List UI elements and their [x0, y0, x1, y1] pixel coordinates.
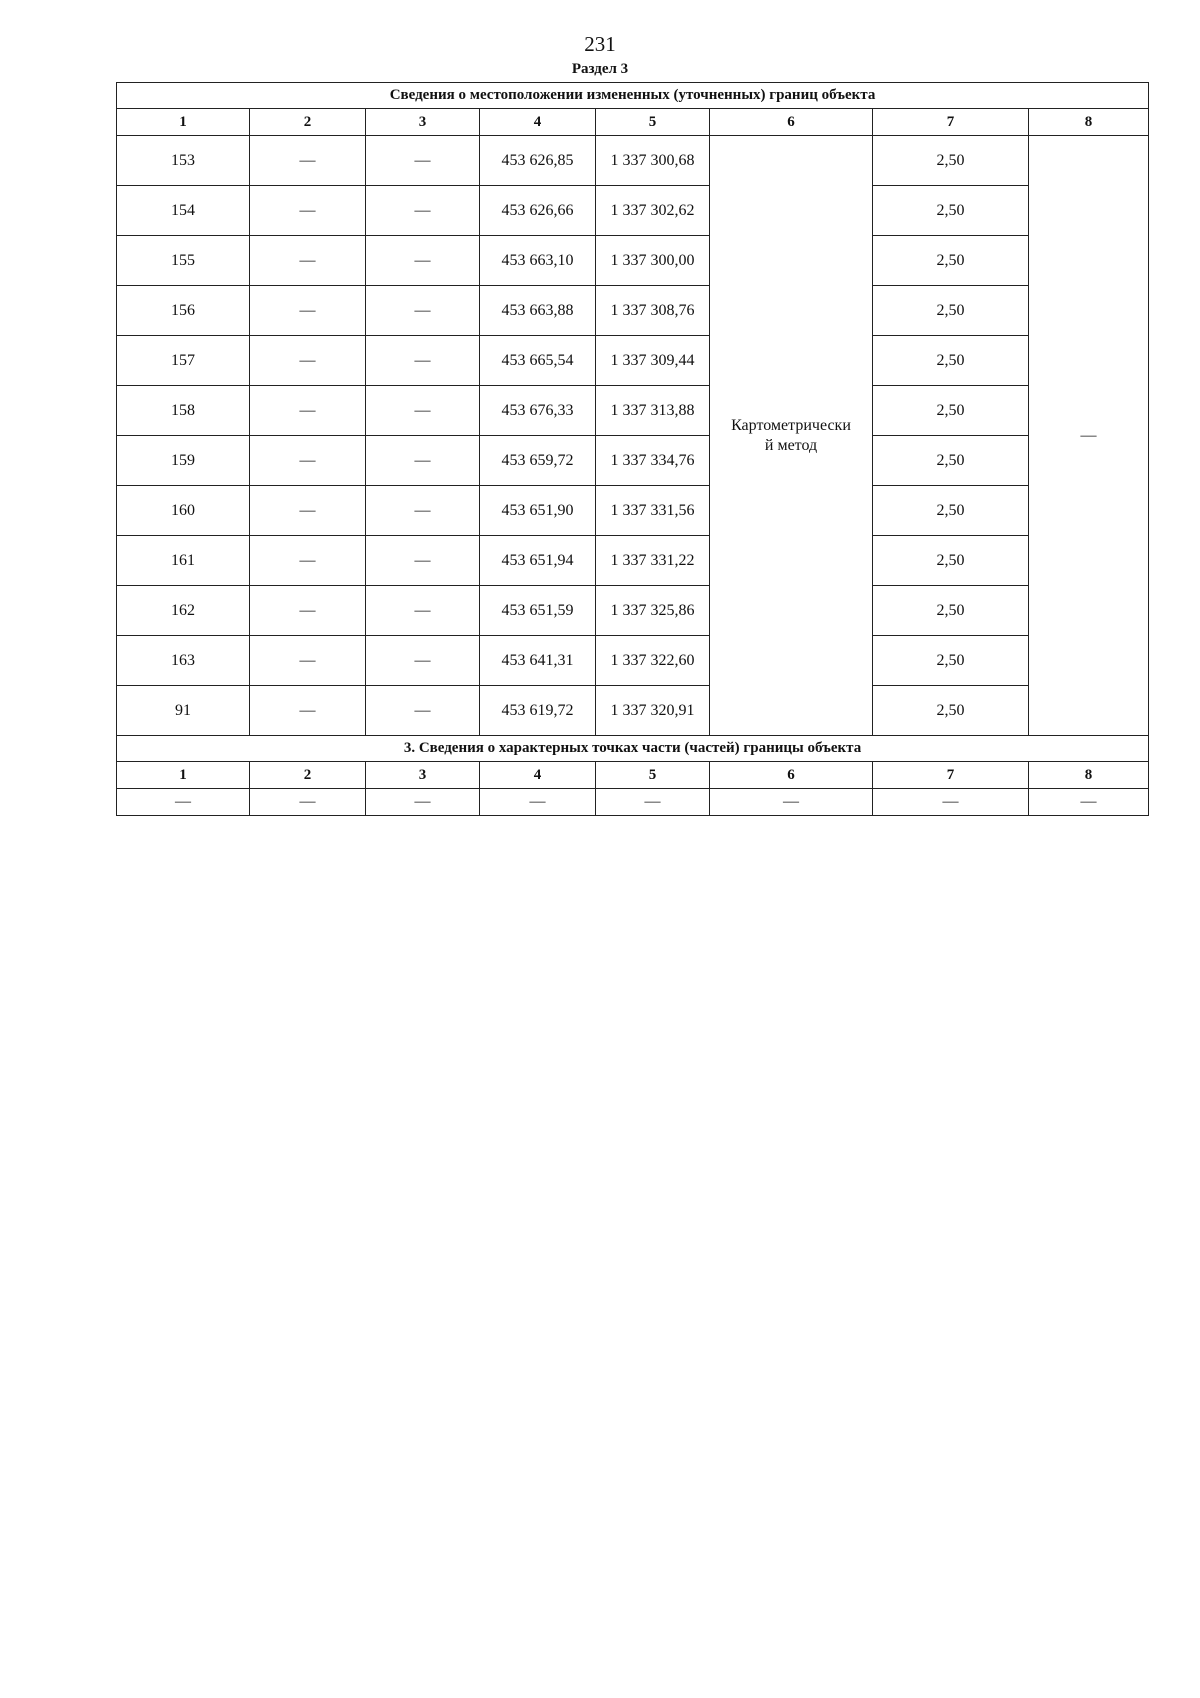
col2-cell: — [250, 286, 366, 336]
table1-header-cell: 5 [596, 109, 710, 136]
y-coordinate-cell: 1 337 322,60 [596, 636, 710, 686]
empty-cell: — [873, 789, 1029, 816]
empty-cell: — [117, 789, 250, 816]
table1-header-cell: 3 [366, 109, 480, 136]
section-title: Раздел 3 [571, 61, 629, 77]
table-row [117, 336, 1149, 386]
x-coordinate-cell: 453 651,59 [480, 586, 596, 636]
y-coordinate-cell: 1 337 300,68 [596, 136, 710, 186]
table-row [117, 286, 1149, 336]
col2-cell: — [250, 136, 366, 186]
table-row [117, 186, 1149, 236]
empty-cell: — [596, 789, 710, 816]
table1-header-cell: 1 [117, 109, 250, 136]
col2-cell: — [250, 486, 366, 536]
col2-cell: — [250, 186, 366, 236]
y-coordinate-cell: 1 337 320,91 [596, 686, 710, 736]
col2-cell: — [250, 336, 366, 386]
table2-header-cell: 5 [596, 762, 710, 789]
empty-cell: — [250, 789, 366, 816]
col3-cell: — [366, 636, 480, 686]
accuracy-cell: 2,50 [873, 536, 1029, 586]
point-number-cell: 160 [117, 486, 250, 536]
table2-header-cell: 4 [480, 762, 596, 789]
col3-cell: — [366, 136, 480, 186]
accuracy-cell: 2,50 [873, 436, 1029, 486]
col2-cell: — [250, 636, 366, 686]
point-number-cell: 161 [117, 536, 250, 586]
table2-header-cell: 7 [873, 762, 1029, 789]
col3-cell: — [366, 186, 480, 236]
col3-cell: — [366, 436, 480, 486]
table2-header-row [117, 762, 1149, 789]
page-number: 231 [584, 32, 616, 56]
x-coordinate-cell: 453 619,72 [480, 686, 596, 736]
x-coordinate-cell: 453 676,33 [480, 386, 596, 436]
table2-header-cell: 2 [250, 762, 366, 789]
y-coordinate-cell: 1 337 334,76 [596, 436, 710, 486]
x-coordinate-cell: 453 626,85 [480, 136, 596, 186]
col3-cell: — [366, 286, 480, 336]
point-number-cell: 155 [117, 236, 250, 286]
x-coordinate-cell: 453 659,72 [480, 436, 596, 486]
col3-cell: — [366, 686, 480, 736]
x-coordinate-cell: 453 641,31 [480, 636, 596, 686]
method-text: Картометрически й метод [731, 416, 851, 454]
point-number-cell: 91 [117, 686, 250, 736]
col3-cell: — [366, 386, 480, 436]
y-coordinate-cell: 1 337 302,62 [596, 186, 710, 236]
table1-header-cell: 4 [480, 109, 596, 136]
x-coordinate-cell: 453 626,66 [480, 186, 596, 236]
x-coordinate-cell: 453 651,90 [480, 486, 596, 536]
col8-cell: — [1029, 136, 1149, 736]
accuracy-cell: 2,50 [873, 286, 1029, 336]
method-cell [710, 136, 873, 736]
table1-header-row [117, 109, 1149, 136]
point-number-cell: 158 [117, 386, 250, 436]
point-number-cell: 162 [117, 586, 250, 636]
table-row [117, 586, 1149, 636]
accuracy-cell: 2,50 [873, 186, 1029, 236]
col2-cell: — [250, 436, 366, 486]
point-number-cell: 156 [117, 286, 250, 336]
y-coordinate-cell: 1 337 300,00 [596, 236, 710, 286]
y-coordinate-cell: 1 337 331,56 [596, 486, 710, 536]
accuracy-cell: 2,50 [873, 386, 1029, 436]
table-row [117, 136, 1149, 186]
accuracy-cell: 2,50 [873, 636, 1029, 686]
point-number-cell: 159 [117, 436, 250, 486]
table-row [117, 436, 1149, 486]
table1-header-cell: 8 [1029, 109, 1149, 136]
table2-caption: 3. Сведения о характерных точках части (частей) границы объекта [117, 736, 1149, 762]
x-coordinate-cell: 453 663,10 [480, 236, 596, 286]
table2-header-cell: 1 [117, 762, 250, 789]
y-coordinate-cell: 1 337 309,44 [596, 336, 710, 386]
col3-cell: — [366, 486, 480, 536]
x-coordinate-cell: 453 665,54 [480, 336, 596, 386]
y-coordinate-cell: 1 337 331,22 [596, 536, 710, 586]
table2-caption-row [117, 736, 1149, 762]
point-number-cell: 157 [117, 336, 250, 386]
col3-cell: — [366, 236, 480, 286]
table-row [117, 486, 1149, 536]
col2-cell: — [250, 686, 366, 736]
col3-cell: — [366, 336, 480, 386]
table1-header-cell: 7 [873, 109, 1029, 136]
table1-header-cell: 2 [250, 109, 366, 136]
x-coordinate-cell: 453 663,88 [480, 286, 596, 336]
y-coordinate-cell: 1 337 308,76 [596, 286, 710, 336]
table2-header-cell: 3 [366, 762, 480, 789]
col3-cell: — [366, 536, 480, 586]
col2-cell: — [250, 236, 366, 286]
table-row [117, 636, 1149, 686]
table-row [117, 536, 1149, 586]
y-coordinate-cell: 1 337 325,86 [596, 586, 710, 636]
accuracy-cell: 2,50 [873, 686, 1029, 736]
accuracy-cell: 2,50 [873, 586, 1029, 636]
point-number-cell: 153 [117, 136, 250, 186]
table1-caption-row [117, 83, 1149, 109]
accuracy-cell: 2,50 [873, 136, 1029, 186]
y-coordinate-cell: 1 337 313,88 [596, 386, 710, 436]
table2-header-cell: 6 [710, 762, 873, 789]
col2-cell: — [250, 586, 366, 636]
point-number-cell: 154 [117, 186, 250, 236]
table-row [117, 236, 1149, 286]
table1-header-cell: 6 [710, 109, 873, 136]
x-coordinate-cell: 453 651,94 [480, 536, 596, 586]
table-row [117, 386, 1149, 436]
accuracy-cell: 2,50 [873, 486, 1029, 536]
table1-caption: Сведения о местоположении измененных (уточненных) границ объекта [117, 83, 1149, 109]
boundary-table [116, 82, 1149, 816]
table-row [117, 686, 1149, 736]
table2-header-cell: 8 [1029, 762, 1149, 789]
empty-cell: — [710, 789, 873, 816]
empty-cell: — [366, 789, 480, 816]
empty-cell: — [480, 789, 596, 816]
table-row [117, 789, 1149, 816]
accuracy-cell: 2,50 [873, 336, 1029, 386]
boundary-table-body [117, 83, 1149, 816]
point-number-cell: 163 [117, 636, 250, 686]
accuracy-cell: 2,50 [873, 236, 1029, 286]
col3-cell: — [366, 586, 480, 636]
col2-cell: — [250, 386, 366, 436]
col2-cell: — [250, 536, 366, 586]
empty-cell: — [1029, 789, 1149, 816]
